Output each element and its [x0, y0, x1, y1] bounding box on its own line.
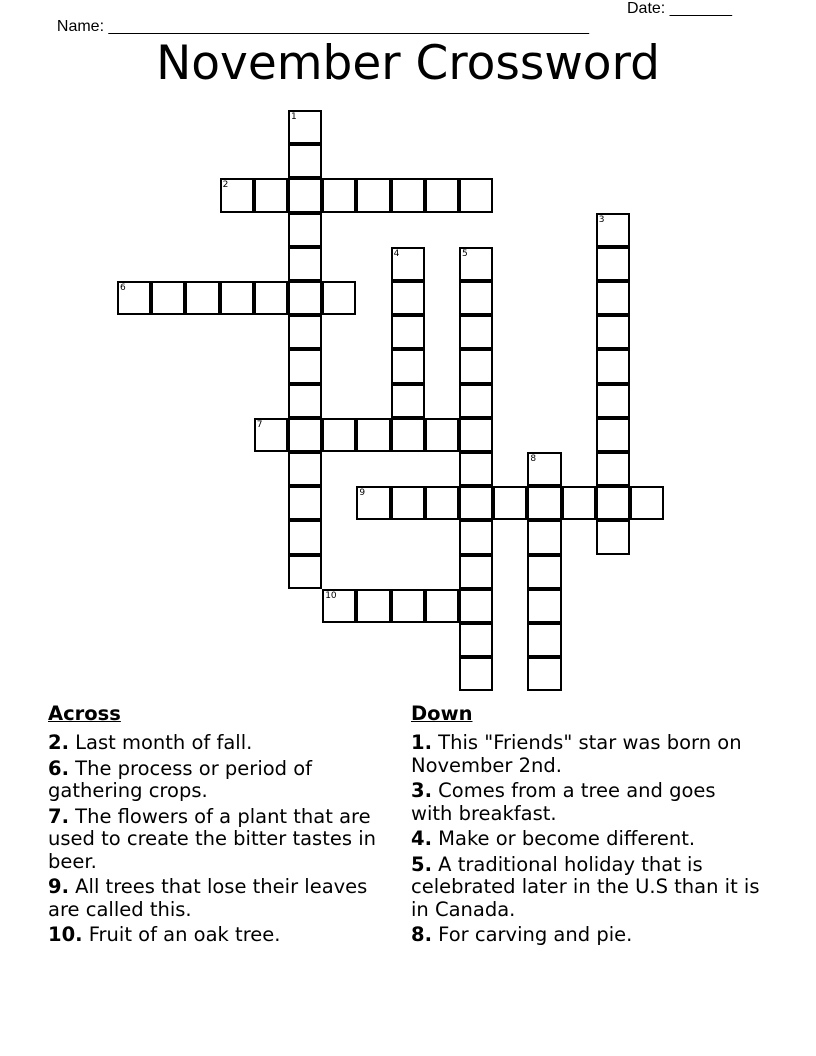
down-clue	[411, 780, 761, 825]
crossword-cell	[356, 418, 390, 452]
crossword-cell	[527, 486, 561, 520]
clue-number: 10.	[48, 923, 83, 946]
clue-number: 6.	[48, 756, 69, 780]
across-clue	[48, 876, 378, 921]
crossword-cell	[425, 486, 459, 520]
crossword-cell	[459, 657, 493, 691]
cell-number: 9	[359, 488, 366, 499]
crossword-cell	[288, 384, 322, 418]
crossword-cell	[459, 418, 493, 452]
crossword-cell	[288, 486, 322, 520]
clue-text: Last month of fall.	[68, 731, 253, 754]
crossword-cell	[356, 486, 390, 520]
crossword-cell	[391, 315, 425, 349]
clue-text: The process or period of gathering crops.	[48, 756, 313, 802]
clue-text: Comes from a tree and goes with breakfast.	[411, 779, 716, 825]
crossword-cell	[254, 178, 288, 212]
crossword-cell	[254, 418, 288, 452]
clue-text: The flowers of a plant that are used to create the bitter tastes in beer.	[48, 804, 376, 873]
crossword-cell	[459, 247, 493, 281]
crossword-cell	[596, 247, 630, 281]
crossword-cell	[527, 657, 561, 691]
crossword-cell	[391, 281, 425, 315]
crossword-cell	[288, 213, 322, 247]
crossword-cell	[322, 589, 356, 623]
crossword-cell	[459, 452, 493, 486]
crossword-cell	[288, 315, 322, 349]
down-clue	[411, 828, 761, 851]
crossword-cell	[322, 281, 356, 315]
down-heading: Down	[411, 702, 473, 725]
clue-text: This "Friends" star was born on November 2nd.	[411, 731, 742, 777]
crossword-cell	[459, 555, 493, 589]
crossword-cell	[288, 247, 322, 281]
clue-number: 3.	[411, 779, 432, 802]
crossword-cell	[220, 281, 254, 315]
crossword-cell	[391, 178, 425, 212]
crossword-cell	[527, 520, 561, 554]
crossword-cell	[356, 589, 390, 623]
crossword-cell	[391, 418, 425, 452]
crossword-cell	[459, 589, 493, 623]
clue-number: 5.	[411, 852, 432, 876]
cell-number: 8	[530, 454, 537, 464]
crossword-cell	[596, 281, 630, 315]
across-heading: Across	[48, 702, 121, 725]
date-field-line: Date: _______	[627, 0, 732, 17]
crossword-cell	[391, 247, 425, 281]
crossword-cell	[459, 486, 493, 520]
crossword-cell	[596, 486, 630, 520]
cell-number: 5	[462, 248, 468, 259]
crossword-cell	[425, 178, 459, 212]
crossword-cell	[596, 520, 630, 554]
crossword-cell	[425, 589, 459, 623]
across-clue	[48, 806, 378, 874]
down-clues	[411, 702, 761, 950]
clue-number: 9.	[48, 875, 69, 898]
down-clue	[411, 854, 761, 922]
crossword-cell	[322, 418, 356, 452]
crossword-cell	[288, 418, 322, 452]
across-clue	[48, 732, 378, 755]
crossword-cell	[391, 349, 425, 383]
clue-text: Make or become different.	[431, 827, 696, 850]
crossword-cell	[596, 452, 630, 486]
cell-number: 1	[291, 112, 297, 122]
down-clue	[411, 924, 761, 947]
crossword-cell	[562, 486, 596, 520]
crossword-cell	[596, 213, 630, 247]
crossword-cell	[630, 486, 664, 520]
clue-number: 1.	[411, 731, 432, 754]
crossword-cell	[459, 349, 493, 383]
crossword-cell	[391, 486, 425, 520]
crossword-cell	[459, 281, 493, 315]
crossword-cell	[288, 520, 322, 554]
crossword-cell	[596, 384, 630, 418]
clue-number: 2.	[48, 731, 69, 754]
clue-text: A traditional holiday that is celebrated later in the U.S than it is in Canada.	[411, 852, 760, 921]
across-clue	[48, 758, 378, 803]
crossword-cell	[288, 555, 322, 589]
clue-number: 7.	[48, 804, 69, 828]
crossword-cell	[185, 281, 219, 315]
crossword-cell	[527, 589, 561, 623]
crossword-cell	[288, 178, 322, 212]
page-title: November Crossword	[156, 36, 660, 91]
down-clue	[411, 732, 761, 777]
crossword-cell	[459, 178, 493, 212]
crossword-cell	[151, 281, 185, 315]
crossword-cell	[391, 589, 425, 623]
cell-number: 10	[325, 590, 337, 601]
crossword-cell	[527, 623, 561, 657]
crossword-cell	[288, 110, 322, 144]
crossword-cell	[288, 144, 322, 178]
crossword-cell	[288, 452, 322, 486]
clue-text: Fruit of an oak tree.	[82, 923, 281, 946]
cell-number: 6	[120, 283, 126, 293]
crossword-cell	[322, 178, 356, 212]
crossword-cell	[596, 418, 630, 452]
crossword-cell	[493, 486, 527, 520]
name-field-line: Name: ______________________________________________________	[56, 18, 589, 35]
cell-number: 7	[256, 419, 263, 430]
clue-text: For carving and pie.	[431, 923, 633, 946]
clue-number: 8.	[411, 923, 432, 946]
crossword-cell	[391, 384, 425, 418]
across-clue	[48, 924, 378, 947]
cell-number: 3	[598, 214, 605, 225]
clue-number: 4.	[411, 827, 432, 850]
cell-number: 4	[393, 248, 400, 259]
crossword-cell	[459, 623, 493, 657]
crossword-cell	[254, 281, 288, 315]
crossword-cell	[596, 349, 630, 383]
crossword-cell	[288, 349, 322, 383]
crossword-cell	[527, 452, 561, 486]
crossword-cell	[220, 178, 254, 212]
cell-number: 2	[222, 180, 229, 191]
clue-text: All trees that lose their leaves are called this.	[48, 875, 368, 921]
crossword-cell	[356, 178, 390, 212]
across-clues	[48, 702, 378, 950]
crossword-cell	[527, 555, 561, 589]
crossword-cell	[425, 418, 459, 452]
crossword-cell	[288, 281, 322, 315]
crossword-cell	[459, 384, 493, 418]
crossword-cell	[117, 281, 151, 315]
crossword-cell	[459, 315, 493, 349]
crossword-cell	[459, 520, 493, 554]
crossword-cell	[596, 315, 630, 349]
